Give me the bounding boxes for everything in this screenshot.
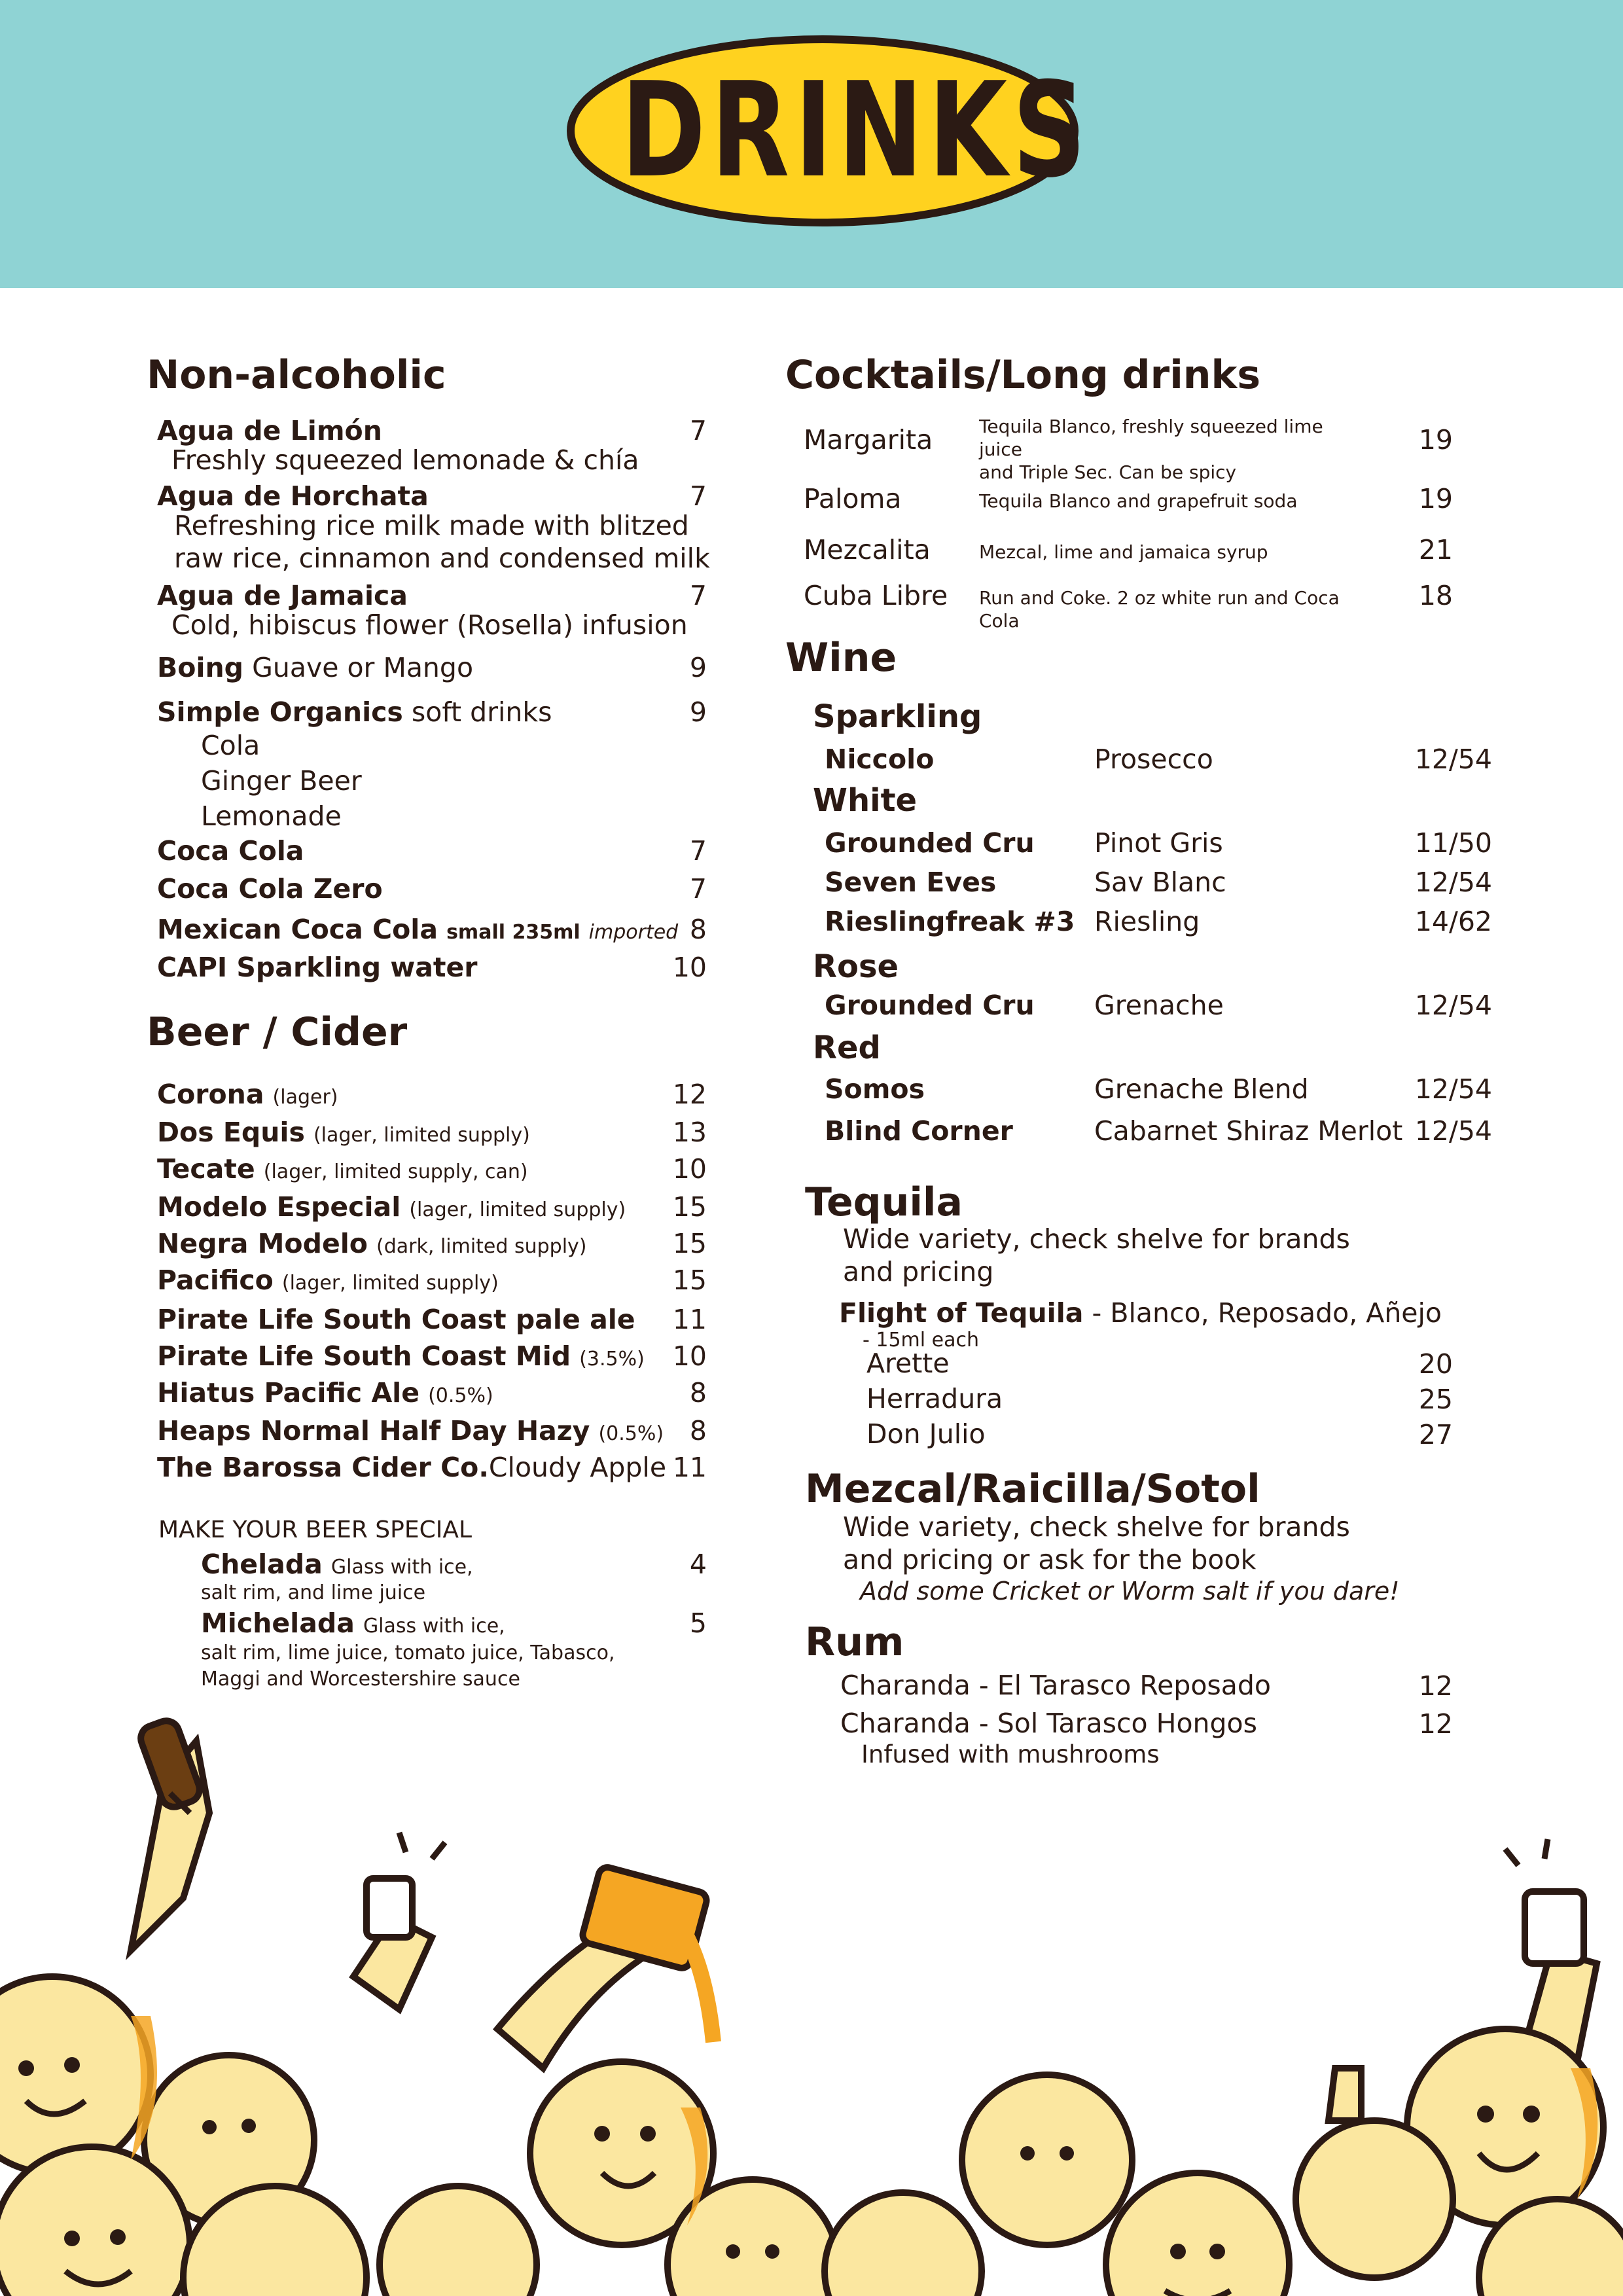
wine-white-heading: White: [813, 782, 918, 819]
menu-item: Simple Organics soft drinks: [157, 696, 552, 728]
item-price: 5: [689, 1607, 707, 1639]
beer-item: [157, 1339, 645, 1376]
wine-name: Rieslingfreak #3: [825, 906, 1075, 937]
menu-item: Paloma: [804, 483, 902, 514]
item-option: Cola: [201, 730, 260, 761]
non-alcoholic-heading: Non-alcoholic: [147, 352, 446, 398]
menu-item: Charanda - El Tarasco Reposado: [840, 1670, 1272, 1701]
item-description: Freshly squeezed lemonade & chía: [171, 444, 639, 476]
item-price: 13: [672, 1117, 707, 1148]
beer-name: Tecate: [157, 1153, 255, 1185]
beer-note: (3.5%): [579, 1348, 645, 1371]
wine-red-heading: Red: [813, 1030, 881, 1066]
item-price: 15: [672, 1265, 707, 1296]
item-description: Cold, hibiscus flower (Rosella) infusion: [171, 609, 688, 641]
item-description: Mezcal, lime and jamaica syrup: [979, 541, 1268, 563]
item-price: 7: [689, 835, 707, 867]
menu-item: Chelada Glass with ice,: [201, 1549, 473, 1580]
item-price: 9: [689, 696, 707, 728]
menu-item: Boing Guave or Mango: [157, 652, 474, 683]
item-option: Ginger Beer: [201, 765, 362, 797]
item-description: Maggi and Worcestershire sauce: [201, 1668, 520, 1691]
menu-item: Cuba Libre: [804, 580, 948, 611]
tequila-brand: Herradura: [866, 1383, 1003, 1414]
item-price: 18: [1418, 580, 1453, 611]
item-price: 12: [1418, 1670, 1453, 1702]
menu-item: Charanda - Sol Tarasco Hongos: [840, 1708, 1258, 1739]
wine-price: 12/54: [1414, 867, 1492, 898]
item-price: 12: [1418, 1708, 1453, 1740]
item-price: 8: [689, 914, 707, 945]
beer-name: The Barossa Cider Co.: [157, 1452, 489, 1483]
menu-item: Margarita: [804, 424, 933, 456]
beer-item: [157, 1227, 587, 1264]
beer-item: [157, 1450, 666, 1484]
wine-name: Seven Eves: [825, 867, 997, 898]
beer-item: [157, 1190, 626, 1227]
wine-price: 12/54: [1414, 744, 1492, 775]
item-price: 11: [672, 1304, 707, 1335]
wine-name: Somos: [825, 1073, 925, 1105]
menu-title: DRINKS: [620, 54, 1092, 207]
item-price: 8: [689, 1377, 707, 1408]
menu-item: Mexican Coca Cola small 235ml imported: [157, 914, 679, 945]
wine-price: 12/54: [1414, 990, 1492, 1021]
beer-item: [157, 1077, 338, 1115]
item-price: 27: [1418, 1419, 1453, 1450]
tequila-flight-note: - 15ml each: [863, 1329, 979, 1352]
beer-name: Dos Equis: [157, 1117, 305, 1148]
tequila-brand: Arette: [866, 1348, 950, 1379]
crowd-illustration: [0, 1702, 1623, 2296]
menu-item: Michelada Glass with ice,: [201, 1607, 505, 1639]
beer-name: Corona: [157, 1079, 264, 1110]
beer-name: Pirate Life South Coast Mid: [157, 1340, 571, 1372]
menu-item: Agua de Jamaica: [157, 580, 408, 611]
item-description: raw rice, cinnamon and condensed milk: [174, 543, 710, 574]
mezcal-heading: Mezcal/Raicilla/Sotol: [805, 1466, 1260, 1512]
beer-name: Heaps Normal Half Day Hazy: [157, 1415, 590, 1446]
item-price: 8: [689, 1415, 707, 1446]
menu-item: Coca Cola Zero: [157, 873, 383, 905]
tequila-heading: Tequila: [805, 1179, 963, 1225]
item-description: Infused with mushrooms: [861, 1740, 1160, 1768]
beer-name: Modelo Especial: [157, 1191, 401, 1223]
beer-note: (0.5%): [428, 1384, 493, 1407]
beer-note: (0.5%): [598, 1422, 664, 1445]
item-description: salt rim, and lime juice: [201, 1581, 426, 1604]
beer-item: [157, 1152, 528, 1189]
beer-item: [157, 1302, 635, 1336]
beer-name: Hiatus Pacific Ale: [157, 1377, 420, 1408]
item-description: Refreshing rice milk made with blitzed: [174, 510, 689, 541]
section-description: and pricing or ask for the book: [843, 1544, 1257, 1575]
item-price: 10: [672, 1153, 707, 1185]
section-note: Add some Cricket or Worm salt if you dare!: [860, 1577, 1400, 1605]
wine-price: 12/54: [1414, 1115, 1492, 1147]
wine-name: Grounded Cru: [825, 990, 1035, 1021]
section-description: and pricing: [843, 1256, 994, 1287]
item-price: 7: [689, 480, 707, 512]
item-description: Tequila Blanco and grapefruit soda: [979, 490, 1298, 512]
wine-variety: Grenache: [1094, 990, 1224, 1021]
rum-heading: Rum: [805, 1619, 904, 1665]
item-price: 25: [1418, 1384, 1453, 1415]
beer-item: [157, 1115, 530, 1153]
beer-note: (dark, limited supply): [376, 1235, 587, 1258]
beer-item: [157, 1414, 664, 1451]
item-option: Lemonade: [201, 800, 342, 832]
item-price: 9: [689, 652, 707, 683]
beer-note: (lager, limited supply, can): [263, 1160, 528, 1183]
wine-rose-heading: Rose: [813, 948, 899, 985]
wine-heading: Wine: [785, 635, 897, 681]
wine-variety: Cabarnet Shiraz Merlot: [1094, 1115, 1403, 1147]
wine-name: Niccolo: [825, 744, 935, 775]
wine-name: Blind Corner: [825, 1115, 1013, 1147]
item-price: 19: [1418, 424, 1453, 456]
menu-item: CAPI Sparkling water: [157, 952, 478, 983]
menu-item: Coca Cola: [157, 835, 304, 867]
item-price: 11: [672, 1452, 707, 1483]
menu-item: Agua de Horchata: [157, 480, 429, 512]
item-price: 19: [1418, 483, 1453, 514]
tequila-flight: Flight of Tequila - Blanco, Reposado, Añejo: [839, 1297, 1442, 1329]
wine-variety: Grenache Blend: [1094, 1073, 1309, 1105]
item-price: 10: [672, 952, 707, 983]
item-description: Tequila Blanco, freshly squeezed lime juice and Triple Sec. Can be spicy: [979, 416, 1323, 483]
wine-price: 12/54: [1414, 1073, 1492, 1105]
item-price: 15: [672, 1191, 707, 1223]
item-price: 21: [1418, 534, 1453, 565]
beer-note: (lager, limited supply): [313, 1124, 530, 1147]
item-price: 12: [672, 1079, 707, 1110]
section-description: Wide variety, check shelve for brands: [843, 1511, 1350, 1543]
beer-special-heading: MAKE YOUR BEER SPECIAL: [158, 1516, 473, 1543]
beer-cider-heading: Beer / Cider: [147, 1009, 408, 1055]
beer-note: (lager, limited supply): [281, 1272, 499, 1295]
beer-item: [157, 1263, 499, 1300]
wine-variety: Sav Blanc: [1094, 867, 1226, 898]
item-price: 7: [689, 415, 707, 446]
beer-note: (lager): [272, 1086, 338, 1109]
beer-note: (lager, limited supply): [409, 1198, 626, 1221]
wine-price: 14/62: [1414, 906, 1492, 937]
item-price: 10: [672, 1340, 707, 1372]
beer-item: [157, 1376, 493, 1413]
wine-price: 11/50: [1414, 827, 1492, 859]
beer-name: Pirate Life South Coast pale ale: [157, 1304, 635, 1335]
wine-name: Grounded Cru: [825, 827, 1035, 859]
beer-note: Cloudy Apple: [488, 1452, 667, 1483]
wine-variety: Pinot Gris: [1094, 827, 1223, 859]
item-price: 15: [672, 1228, 707, 1259]
beer-name: Negra Modelo: [157, 1228, 368, 1259]
beer-name: Pacifico: [157, 1265, 274, 1296]
item-price: 7: [689, 873, 707, 905]
wine-variety: Riesling: [1094, 906, 1200, 937]
wine-sparkling-heading: Sparkling: [813, 698, 982, 735]
item-price: 4: [689, 1549, 707, 1580]
section-description: Wide variety, check shelve for brands: [843, 1223, 1350, 1255]
item-description: Run and Coke. 2 oz white run and Coca Cola: [979, 587, 1340, 632]
menu-item: Mezcalita: [804, 534, 931, 565]
item-description: salt rim, lime juice, tomato juice, Tabasco,: [201, 1641, 615, 1664]
tequila-brand: Don Julio: [866, 1418, 986, 1450]
wine-variety: Prosecco: [1094, 744, 1213, 775]
menu-item: Agua de Limón: [157, 415, 382, 446]
item-price: 20: [1418, 1348, 1453, 1380]
item-price: 7: [689, 580, 707, 611]
cocktails-heading: Cocktails/Long drinks: [785, 352, 1261, 398]
